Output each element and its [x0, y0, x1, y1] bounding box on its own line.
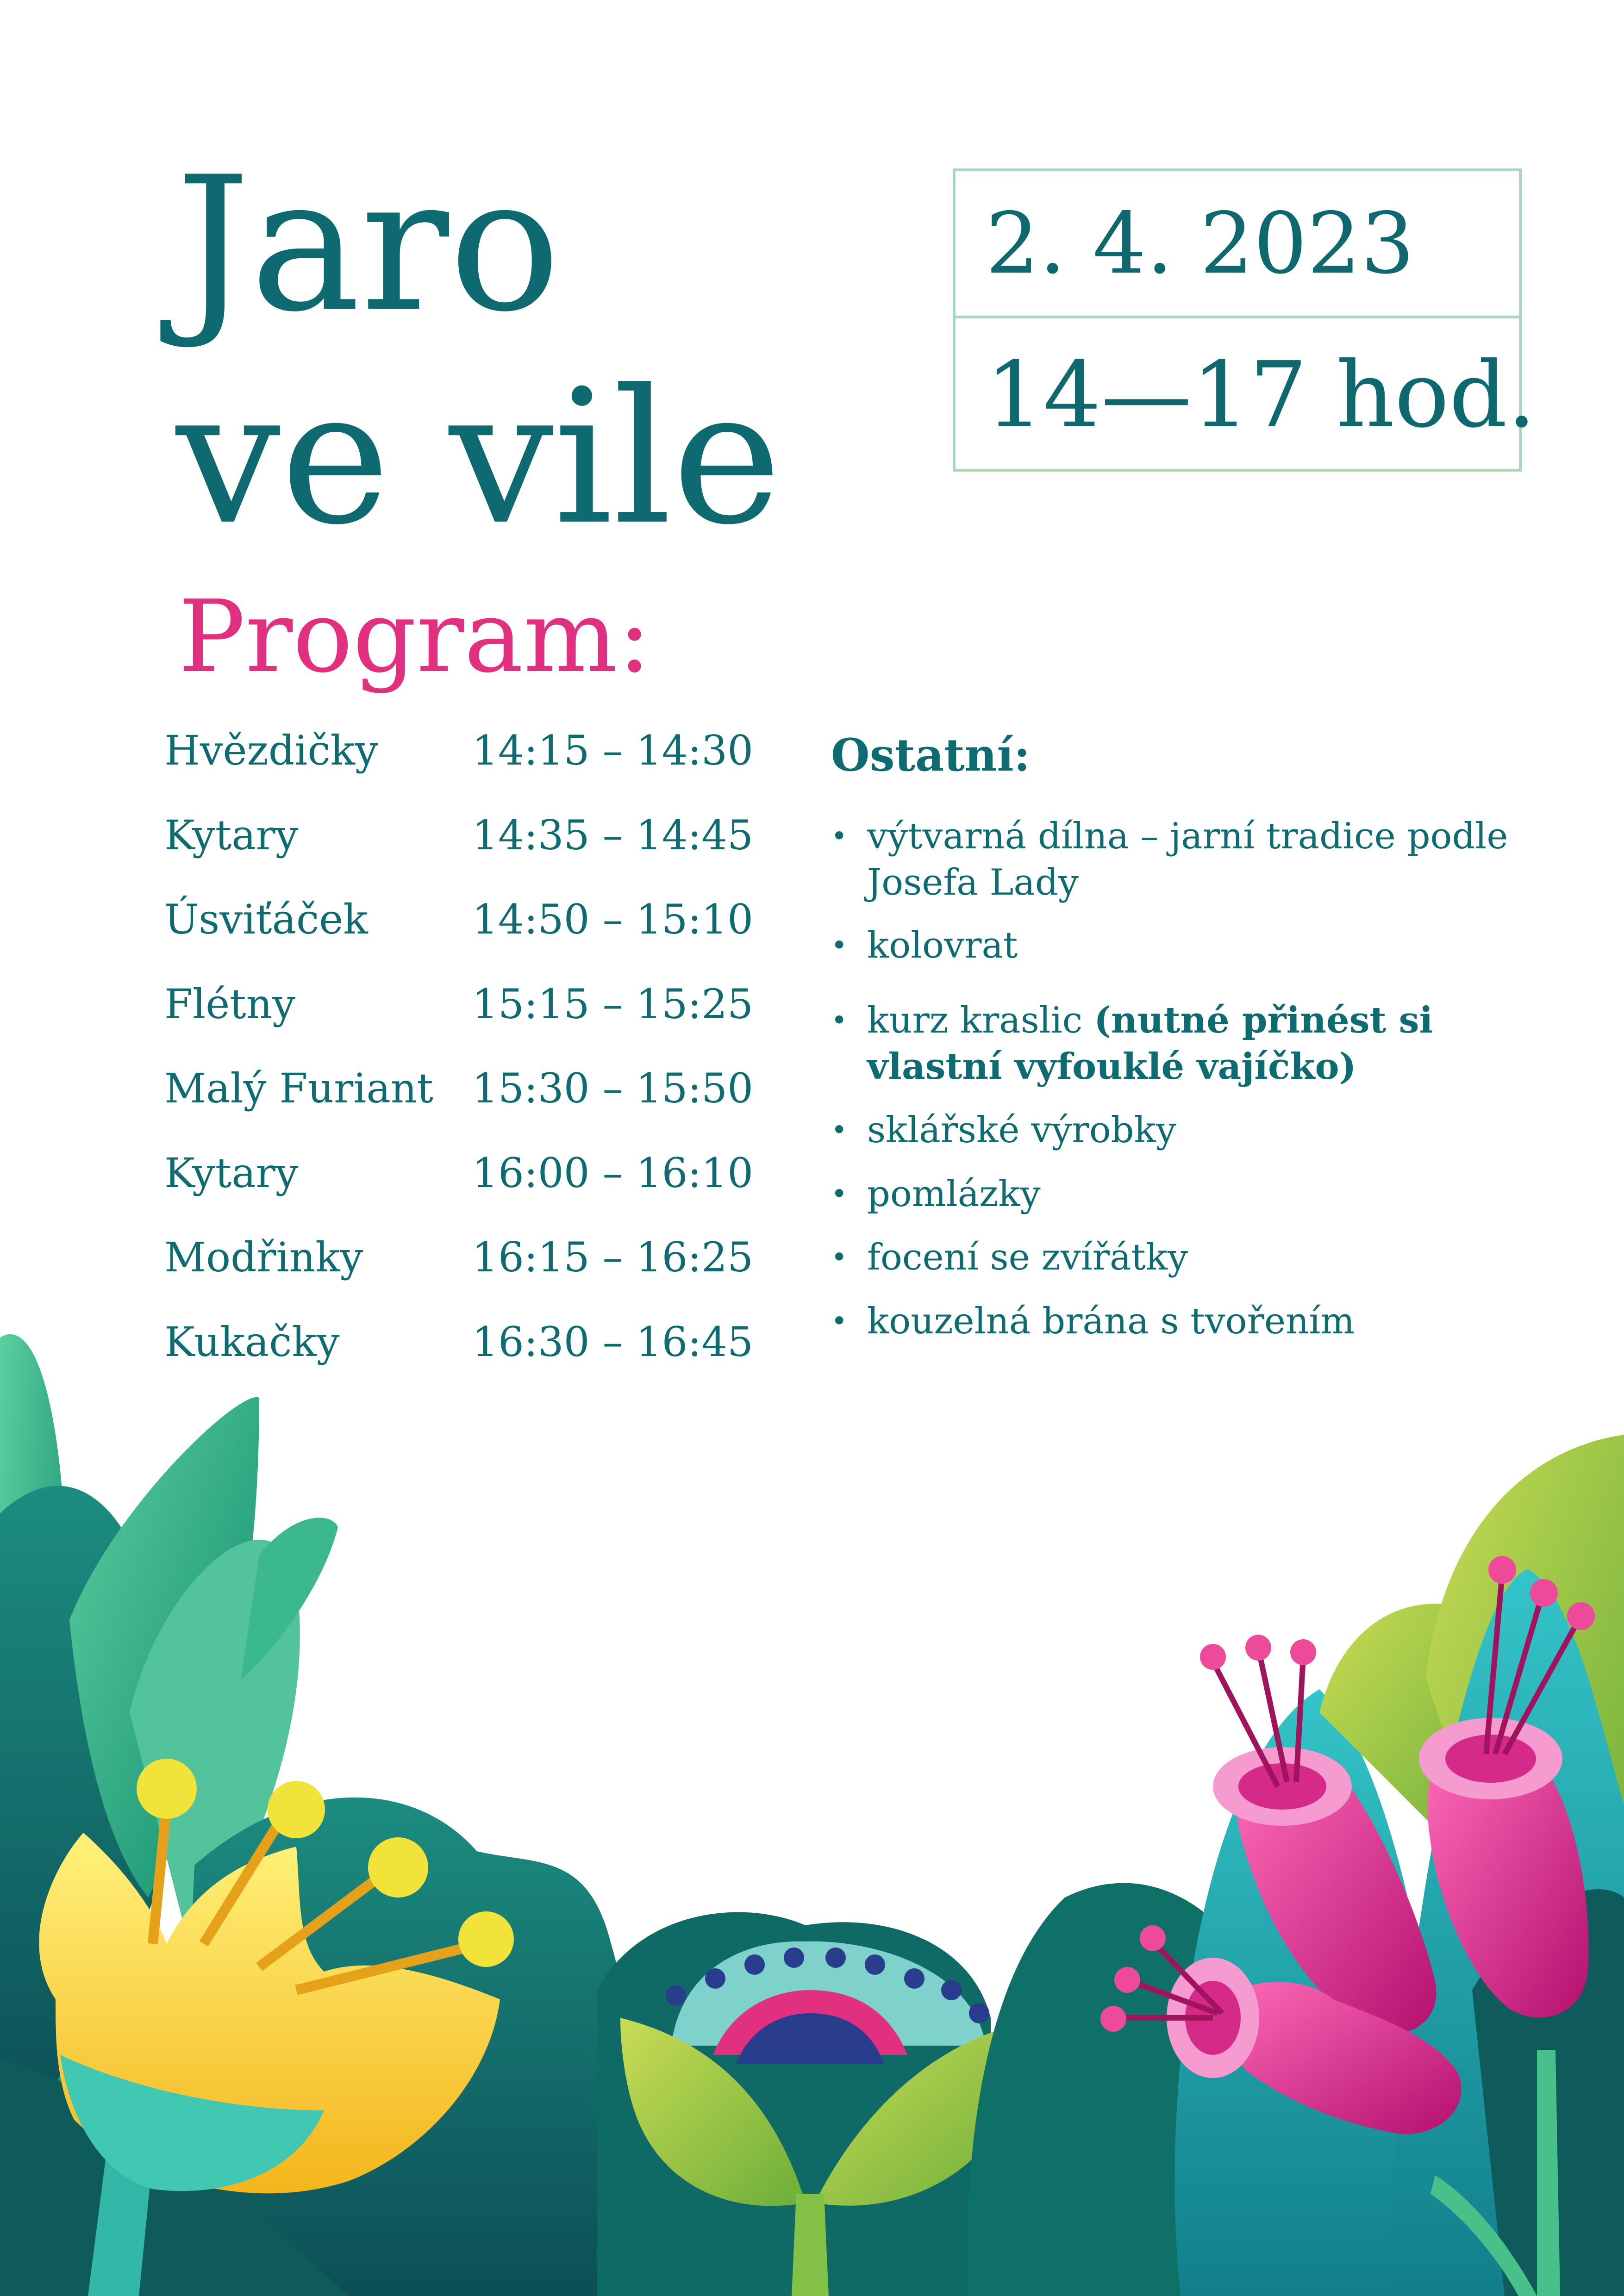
schedule-performer: Modřinky: [164, 1233, 363, 1281]
schedule-performer: Kukačky: [164, 1318, 340, 1366]
schedule-time: 15:30 – 15:50: [472, 1064, 754, 1112]
list-item-text: výtvarná dílna – jarní tradice podle Josefa Lady: [867, 815, 1508, 903]
bullet-icon: •: [831, 1114, 848, 1146]
schedule-performer: Flétny: [164, 980, 296, 1028]
schedule-time: 16:15 – 16:25: [472, 1233, 754, 1281]
schedule-time: 16:00 – 16:10: [472, 1149, 754, 1197]
schedule-time: 14:35 – 14:45: [472, 811, 754, 859]
bullet-icon: •: [831, 1004, 848, 1037]
floral-illustration: [0, 1296, 1624, 2296]
schedule-row: [0, 727, 787, 782]
schedule-row: [0, 1064, 787, 1120]
schedule-row: [0, 980, 787, 1036]
schedule-row: [0, 1233, 787, 1289]
schedule-time: 15:15 – 15:25: [472, 980, 754, 1028]
list-item-text-wrap: [867, 997, 1535, 1090]
program-heading: Program:: [178, 579, 651, 695]
event-date: 2. 4. 2023: [956, 171, 1519, 318]
list-item: [831, 997, 1535, 1090]
list-item: [831, 1107, 1535, 1153]
list-item: [831, 813, 1535, 906]
title-line-1: Jaro: [176, 137, 561, 353]
bullet-icon: •: [831, 1178, 848, 1210]
schedule-time: 14:15 – 14:30: [472, 727, 754, 774]
list-item-text: focení se zvířátky: [867, 1237, 1188, 1278]
list-item-text: sklářské výrobky: [867, 1109, 1176, 1151]
list-item: [831, 1171, 1535, 1217]
list-item: [831, 1234, 1535, 1281]
schedule-row: [0, 1149, 787, 1205]
date-time-box: [953, 168, 1537, 472]
bullet-icon: •: [831, 1241, 848, 1274]
bell-mouth-shape: [1445, 1735, 1536, 1783]
list-item-text: pomlázky: [867, 1173, 1041, 1215]
schedule-row: [0, 896, 787, 951]
title-line-2: ve vile: [176, 350, 782, 566]
list-item: [831, 922, 1535, 969]
schedule-time: 14:50 – 15:10: [472, 896, 754, 943]
bullet-icon: •: [831, 929, 848, 962]
list-item-text: kurz kraslic: [867, 1000, 1094, 1041]
schedule-performer: Malý Furiant: [164, 1064, 433, 1112]
list-item-text: kolovrat: [867, 925, 1018, 966]
schedule-row: [0, 811, 787, 867]
schedule-performer: Kytary: [164, 811, 299, 859]
schedule-performer: Hvězdičky: [164, 727, 378, 774]
list-item-text: kouzelná brána s tvořením: [867, 1300, 1355, 1342]
stem-shape: [792, 2194, 829, 2296]
schedule-performer: Kytary: [164, 1149, 299, 1197]
event-time: 14—17 hod.: [986, 342, 1537, 448]
bullet-icon: •: [831, 820, 848, 852]
schedule-performer: Úsviťáček: [164, 896, 368, 943]
other-activities-heading: Ostatní:: [831, 729, 1031, 781]
bullet-icon: •: [831, 1305, 848, 1338]
schedule-time: 16:30 – 16:45: [472, 1318, 754, 1366]
list-item-note: (nutné přinést si vlastní vyfouklé vajíčko): [867, 999, 1433, 1088]
